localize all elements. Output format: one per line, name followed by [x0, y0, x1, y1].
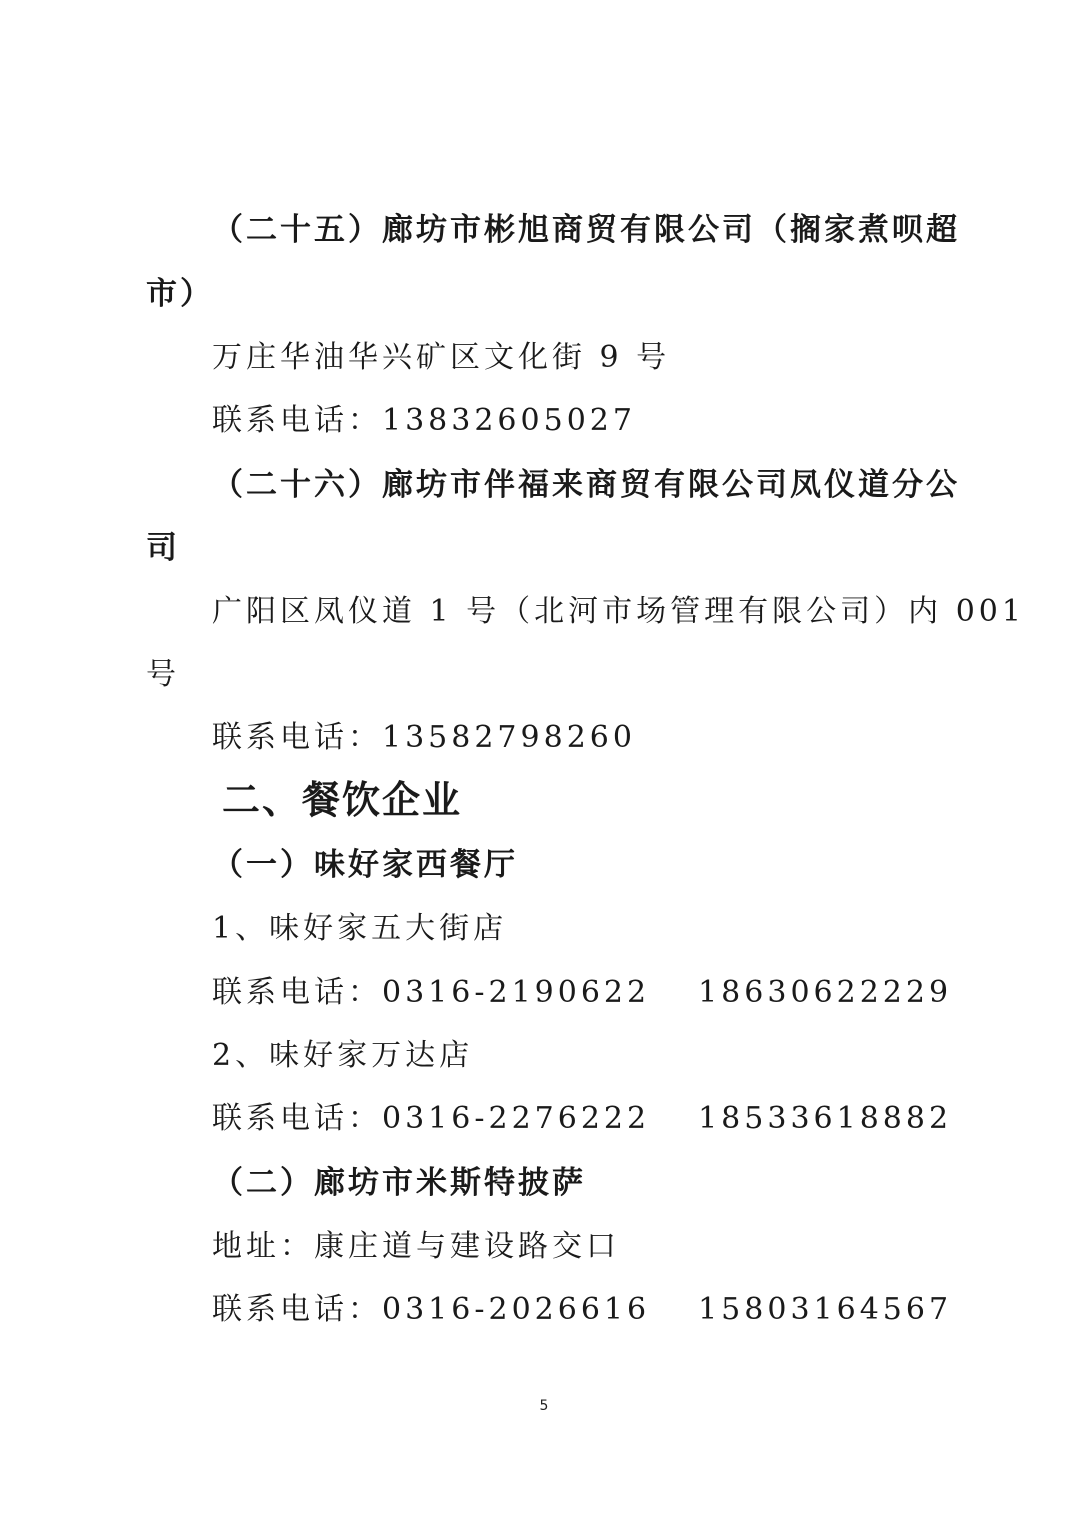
page-number: 5	[539, 1398, 549, 1414]
section-25-address: 万庄华油华兴矿区文化街 9 号	[212, 340, 671, 375]
restaurant-1-branch-2-phone	[212, 1099, 952, 1139]
section-26-address-line1: 广阳区凤仪道 1 号（北河市场管理有限公司）内 001	[212, 594, 1025, 629]
section-26-address-line2: 号	[146, 657, 180, 692]
restaurant-1-title: （一）味好家西餐厅	[212, 847, 518, 883]
restaurant-2-phone	[212, 1290, 952, 1330]
mobile-number: 15803164567	[698, 1292, 953, 1327]
restaurant-2-address: 地址：康庄道与建设路交口	[212, 1229, 620, 1264]
mobile-number: 18630622229	[698, 975, 953, 1010]
restaurant-1-branch-1-name: 1、味好家五大街店	[212, 911, 508, 946]
section-26-phone: 联系电话：13582798260	[212, 720, 636, 755]
section-25-title-line1: （二十五）廊坊市彬旭商贸有限公司（搁家煮呗超	[212, 212, 960, 248]
section-heading-catering: 二、餐饮企业	[222, 778, 463, 822]
phone-label: 联系电话：0316-2190622	[212, 975, 651, 1010]
restaurant-1-branch-2-name: 2、味好家万达店	[212, 1038, 474, 1073]
restaurant-1-branch-1-phone	[212, 973, 952, 1013]
phone-label: 联系电话：0316-2276222	[212, 1101, 651, 1136]
mobile-number: 18533618882	[698, 1101, 953, 1136]
section-26-title-line2: 司	[146, 530, 180, 566]
section-26-title-line1: （二十六）廊坊市伴福来商贸有限公司凤仪道分公	[212, 467, 960, 503]
phone-label: 联系电话：0316-2026616	[212, 1292, 651, 1327]
section-25-title-line2: 市）	[146, 276, 214, 312]
section-25-phone: 联系电话：13832605027	[212, 403, 636, 438]
restaurant-2-title: （二）廊坊市米斯特披萨	[212, 1165, 586, 1201]
